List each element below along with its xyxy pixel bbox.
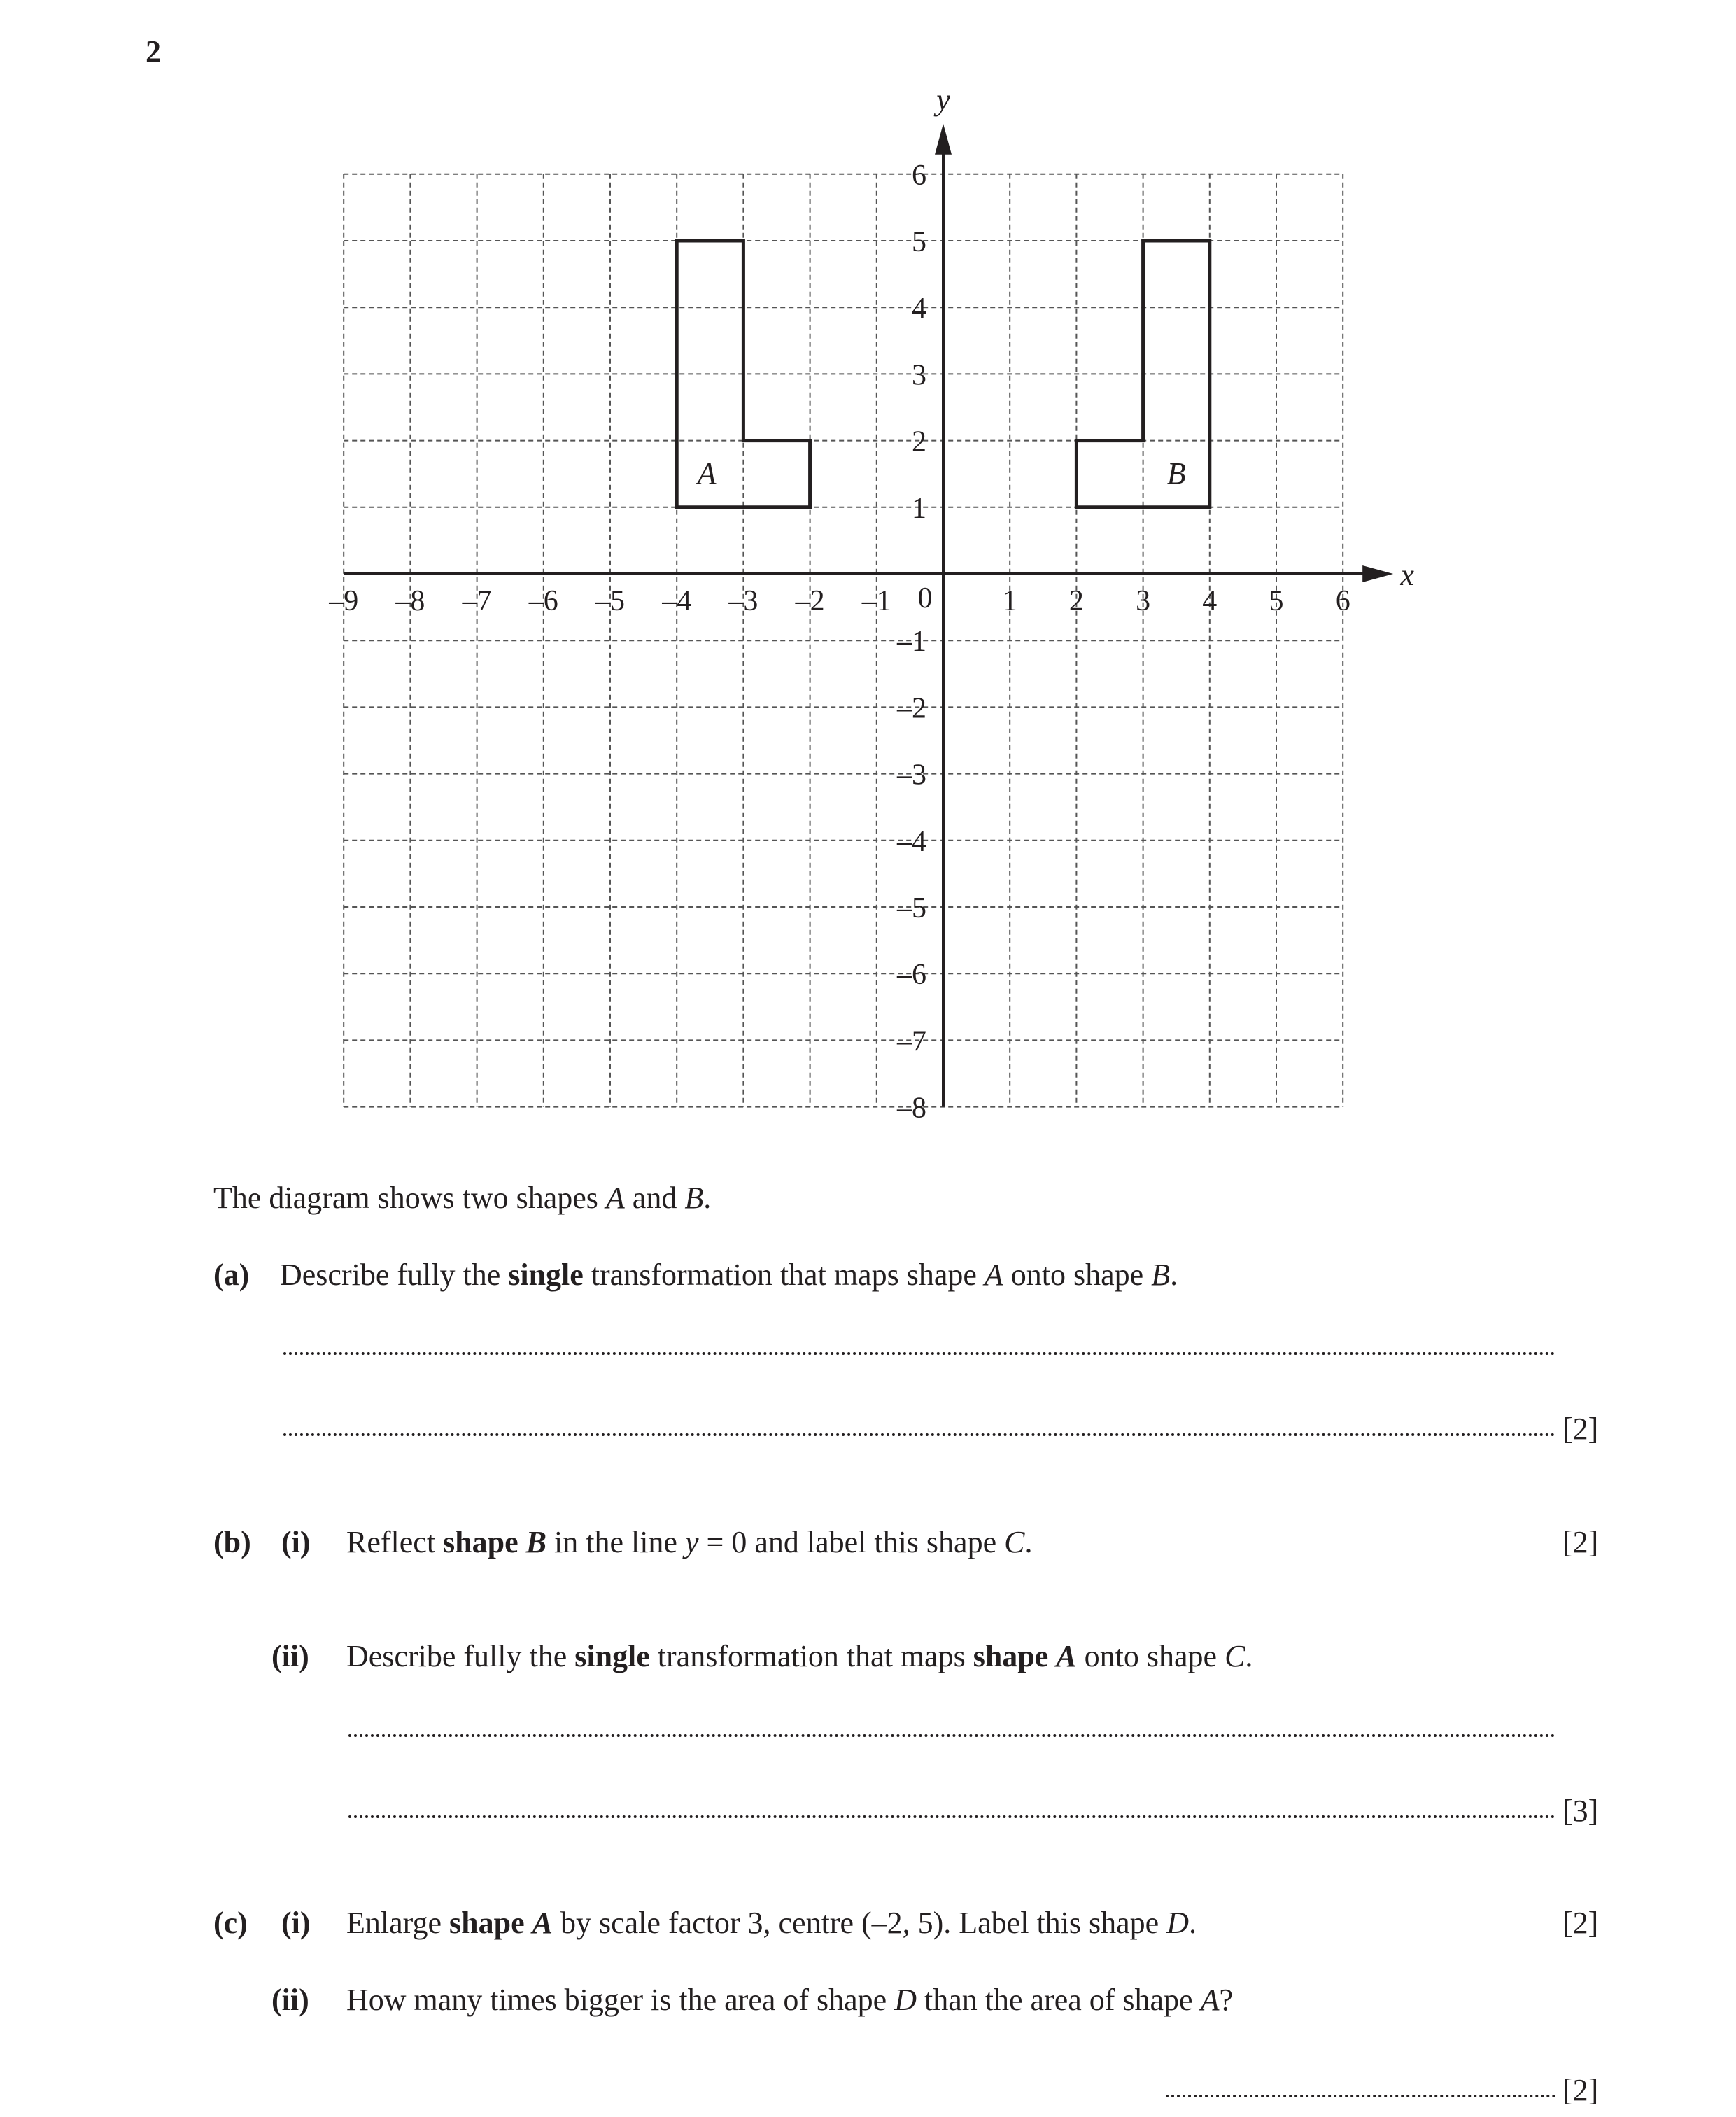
question-b-i-text: Reflect shape B in the line y = 0 and label this shape C. — [346, 1525, 1033, 1559]
x-tick-label: –2 — [795, 585, 825, 617]
y-tick-label: 4 — [912, 293, 926, 325]
x-tick-label: 1 — [1002, 585, 1017, 617]
tick-labels — [328, 160, 1350, 1125]
x-tick-label: –5 — [595, 585, 625, 617]
page-number: 2 — [146, 34, 161, 69]
grid-lines — [344, 174, 1343, 1107]
x-tick-label: –1 — [861, 585, 891, 617]
x-tick-label: 2 — [1068, 585, 1084, 617]
shape-a-label: A — [697, 456, 717, 491]
x-tick-label: –3 — [728, 585, 758, 617]
y-axis-label: y — [936, 82, 950, 117]
y-tick-label: –1 — [897, 626, 926, 659]
question-c-label: (c) — [213, 1906, 248, 1940]
x-tick-label: 3 — [1136, 585, 1151, 617]
y-tick-label: 1 — [912, 492, 926, 525]
shape-b — [1076, 241, 1209, 507]
answer-line-a-2[interactable] — [283, 1433, 1555, 1436]
question-c-ii-text: How many times bigger is the area of shape D than the area of shape A? — [346, 1983, 1234, 2017]
question-a-text: Describe fully the single transformation that maps shape A onto shape B. — [280, 1258, 1178, 1292]
marks-a: [2] — [1562, 1412, 1599, 1446]
question-b-ii-label: (ii) — [271, 1639, 309, 1673]
x-tick-label: 5 — [1269, 585, 1284, 617]
y-tick-label: –6 — [897, 959, 926, 992]
x-axis-arrowhead-icon — [1362, 565, 1393, 582]
intro-text: The diagram shows two shapes A and B. — [213, 1181, 712, 1215]
y-tick-label: 6 — [912, 159, 926, 192]
y-tick-label: 3 — [912, 359, 926, 392]
question-c-i-text: Enlarge shape A by scale factor 3, centre (–2, 5). Label this shape D. — [346, 1906, 1197, 1940]
y-tick-label: –7 — [897, 1025, 926, 1058]
question-b-ii-text: Describe fully the single transformation that maps shape A onto shape C. — [346, 1639, 1253, 1673]
answer-line-c-ii[interactable] — [1166, 2095, 1555, 2097]
marks-c-i: [2] — [1562, 1906, 1599, 1940]
marks-c-ii: [2] — [1562, 2073, 1599, 2107]
question-b-label: (b) — [213, 1525, 251, 1559]
x-tick-label: –9 — [329, 585, 359, 617]
x-tick-label: –4 — [662, 585, 692, 617]
x-tick-label: –8 — [395, 585, 425, 617]
x-tick-label: 6 — [1335, 585, 1350, 617]
answer-line-b-ii-1[interactable] — [348, 1734, 1555, 1737]
y-tick-label: –4 — [897, 825, 926, 858]
question-c-i-label: (i) — [281, 1906, 311, 1940]
origin-label: 0 — [917, 582, 933, 614]
marks-b-i: [2] — [1562, 1525, 1599, 1559]
question-c-ii-label: (ii) — [271, 1983, 309, 2017]
y-tick-label: –2 — [897, 692, 926, 725]
x-axis-label: x — [1400, 558, 1414, 592]
marks-b-ii: [3] — [1562, 1794, 1599, 1828]
shape-b-label: B — [1166, 456, 1186, 491]
question-b-i-label: (i) — [281, 1525, 311, 1559]
y-tick-label: –5 — [897, 892, 926, 924]
x-tick-label: –7 — [462, 585, 492, 617]
y-tick-label: 2 — [912, 425, 926, 458]
question-a-label: (a) — [213, 1258, 250, 1292]
y-tick-label: 5 — [912, 226, 926, 258]
answer-line-b-ii-2[interactable] — [348, 1815, 1555, 1818]
x-tick-label: 4 — [1202, 585, 1218, 617]
y-axis-arrowhead-icon — [935, 124, 952, 155]
y-tick-label: –3 — [897, 759, 926, 792]
x-tick-label: –6 — [528, 585, 558, 617]
answer-line-a-1[interactable] — [283, 1352, 1555, 1355]
y-tick-label: –8 — [897, 1092, 926, 1125]
